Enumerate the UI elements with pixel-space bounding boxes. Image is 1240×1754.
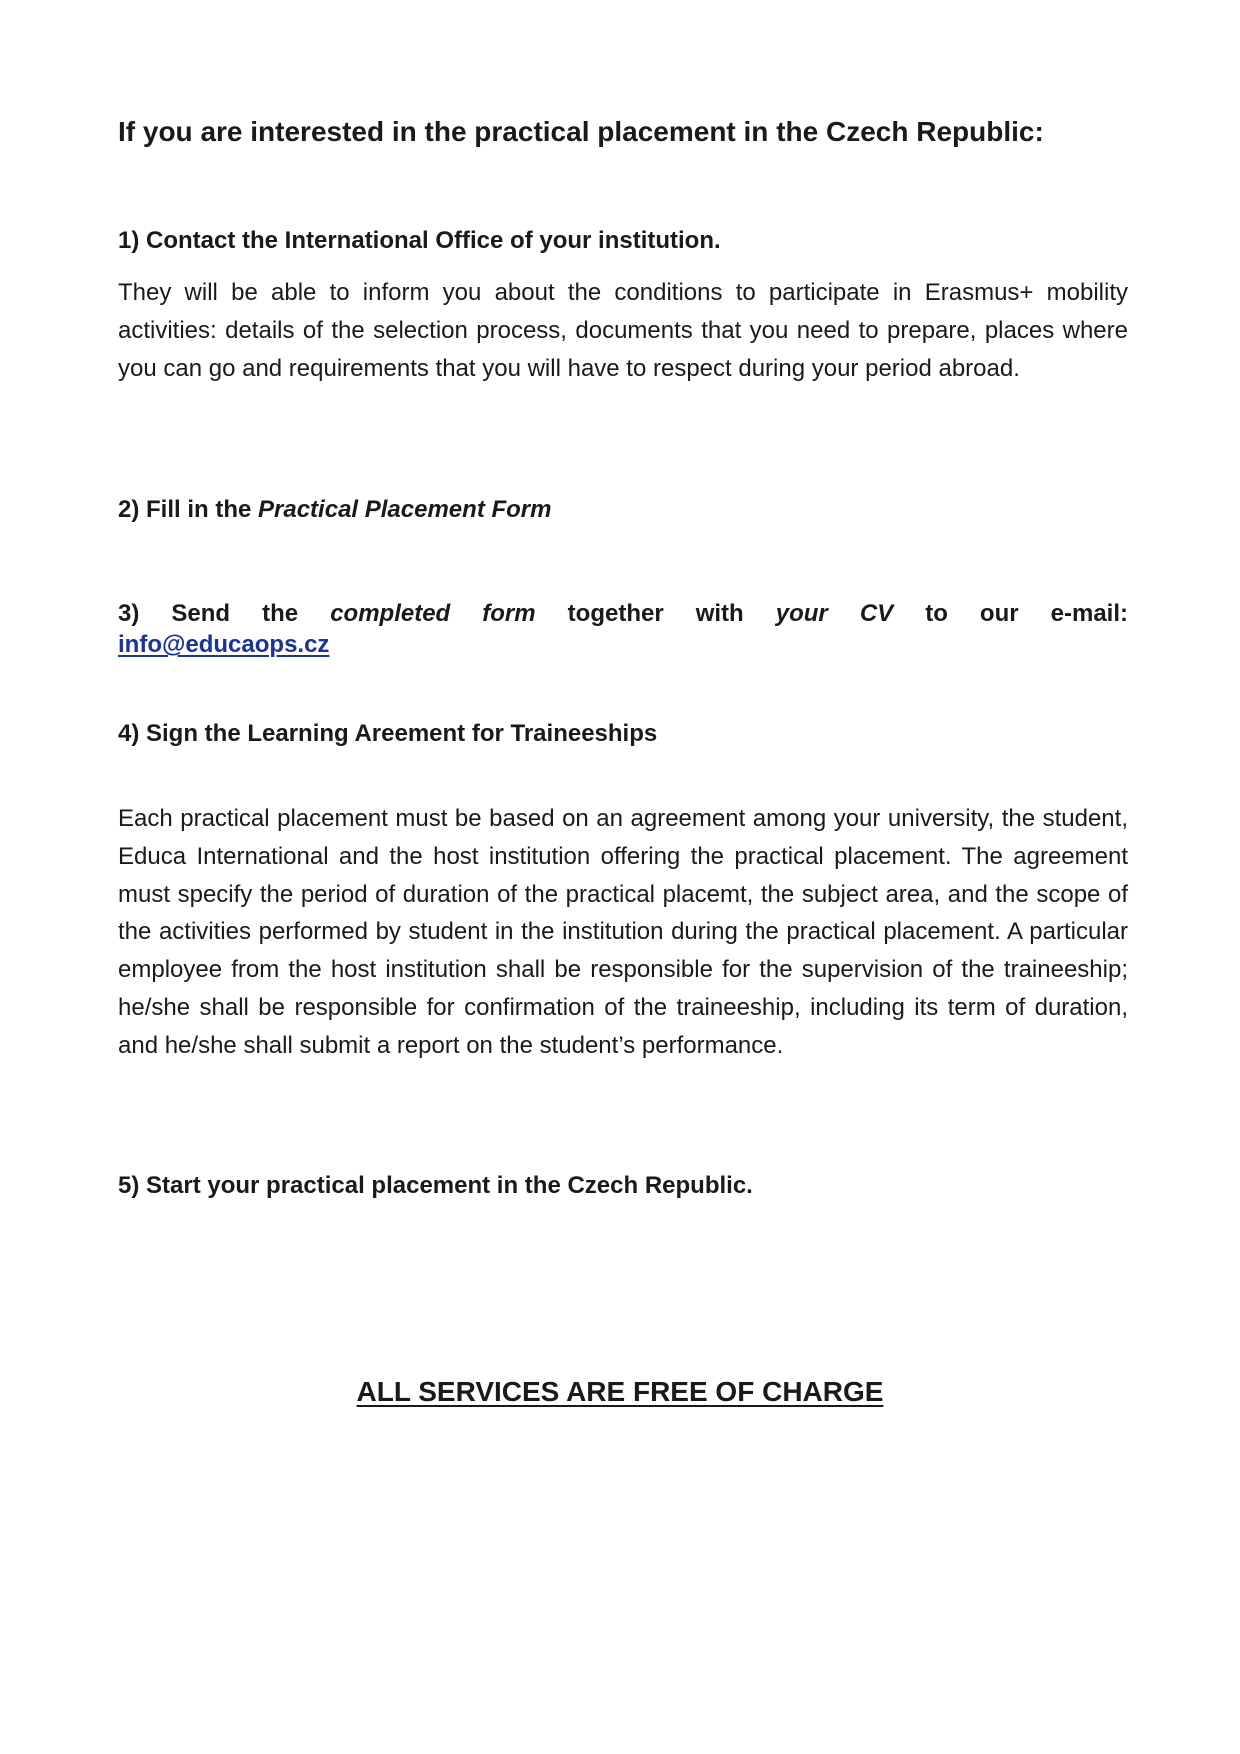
step-2-title	[118, 494, 1128, 525]
step-3-your-cv: your CV	[775, 600, 894, 627]
step-2-prefix: 2) Fill in the	[118, 496, 259, 523]
step-3-prefix: 3) Send the	[118, 600, 331, 627]
step-4-title: 4) Sign the Learning Areement for Traineeships	[118, 720, 658, 747]
email-link[interactable]: info@educaops.cz	[118, 631, 330, 658]
step-1-title: 1) Contact the International Office of your institution.	[118, 227, 721, 254]
page-title: If you are interested in the practical placement in the Czech Republic:	[118, 116, 1044, 147]
free-of-charge-banner: ALL SERVICES ARE FREE OF CHARGE	[356, 1376, 884, 1407]
step-3-title	[118, 598, 1128, 629]
step-5-title: 5) Start your practical placement in the Czech Republic.	[118, 1172, 753, 1199]
step-1-body: They will be able to inform you about the conditions to participate in Erasmus+ mobility activities: details of the selection process, documents that you need to prepare, places where you can go and requirements that you will have to respect during your period abroad.	[118, 279, 1128, 382]
step-3-middle: together with	[535, 600, 776, 627]
step-3-suffix: to our e-mail:	[893, 600, 1129, 627]
email-line	[118, 631, 1128, 660]
step-3-completed-form: completed form	[330, 600, 536, 627]
step-2-form-name: Practical Placement Form	[258, 496, 552, 523]
step-4-body: Each practical placement must be based on an agreement among your university, the student, Educa International and the host institution offering the practical placement. The agreement must specify the period of duration of the practical placemt, the subject area, and the scope of the activities performed by student in the institution during the practical placement. A particular employee from the host institution shall be responsible for the supervision of the traineeship; he/she shall be responsible for confirmation of the traineeship, including its term of duration, and he/she shall submit a report on the student’s performance.	[118, 805, 1128, 1059]
